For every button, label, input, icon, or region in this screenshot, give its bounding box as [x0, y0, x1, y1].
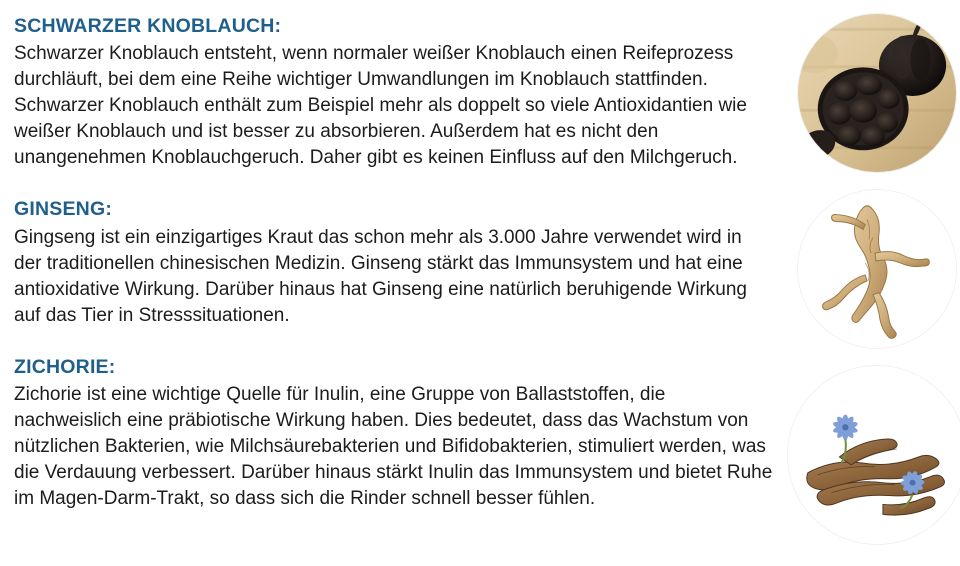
chicory-root-flower-photo [788, 366, 960, 544]
ginseng-root-photo [798, 190, 956, 348]
image-column [784, 14, 960, 566]
section-body-chicory: Zichorie ist eine wichtige Quelle für Inulin, eine Gruppe von Ballaststoffen, die nachweislich eine präbiotische Wirkung haben. Dies bedeutet, dass das Wachstum von nützlichen Bakterien, wie Milchsäurebakterien und Bifidobakterien, stimuliert werden, was die Verdauung verbessert. Darüber hinaus stärkt Inulin das Immunsystem und bietet Ruhe im Magen-Darm-Trakt, so dass sich die Rinder schnell besser fühlen. [14, 384, 773, 510]
section-title-chicory: ZICHORIE: [14, 355, 116, 378]
section-title-ginseng: GINSENG: [14, 198, 113, 221]
section-title-black-garlic: SCHWARZER KNOBLAUCH: [14, 15, 282, 37]
black-garlic-photo [798, 14, 956, 172]
section-ginseng [14, 197, 784, 328]
section-black-garlic [14, 14, 784, 171]
section-body-black-garlic: Schwarzer Knoblauch entsteht, wenn normaler weißer Knoblauch einen Reifeprozess durchläuft, bei dem eine Reihe wichtiger Umwandlungen im Knoblauch stattfinden. Schwarzer Knoblauch enthält zum Beispiel mehr als doppelt so viele Antioxidantien wie weißer Knoblauch und ist besser zu absorbieren. Außerdem hat es nicht den unangenehmen Knoblauchgeruch. Daher gibt es keinen Einfluss auf den Milchgeruch. [14, 43, 747, 169]
section-chicory [14, 355, 784, 512]
section-body-ginseng: Gingseng ist ein einzigartiges Kraut das schon mehr als 3.000 Jahre verwendet wird in der traditionellen chinesischen Medizin. Ginseng stärkt das Immunsystem und hat eine antioxidative Wirkung. Darüber hinaus hat Ginseng eine natürlich beruhigende Wirkung auf das Tier in Stresssituationen. [14, 226, 747, 326]
text-column [14, 14, 784, 566]
